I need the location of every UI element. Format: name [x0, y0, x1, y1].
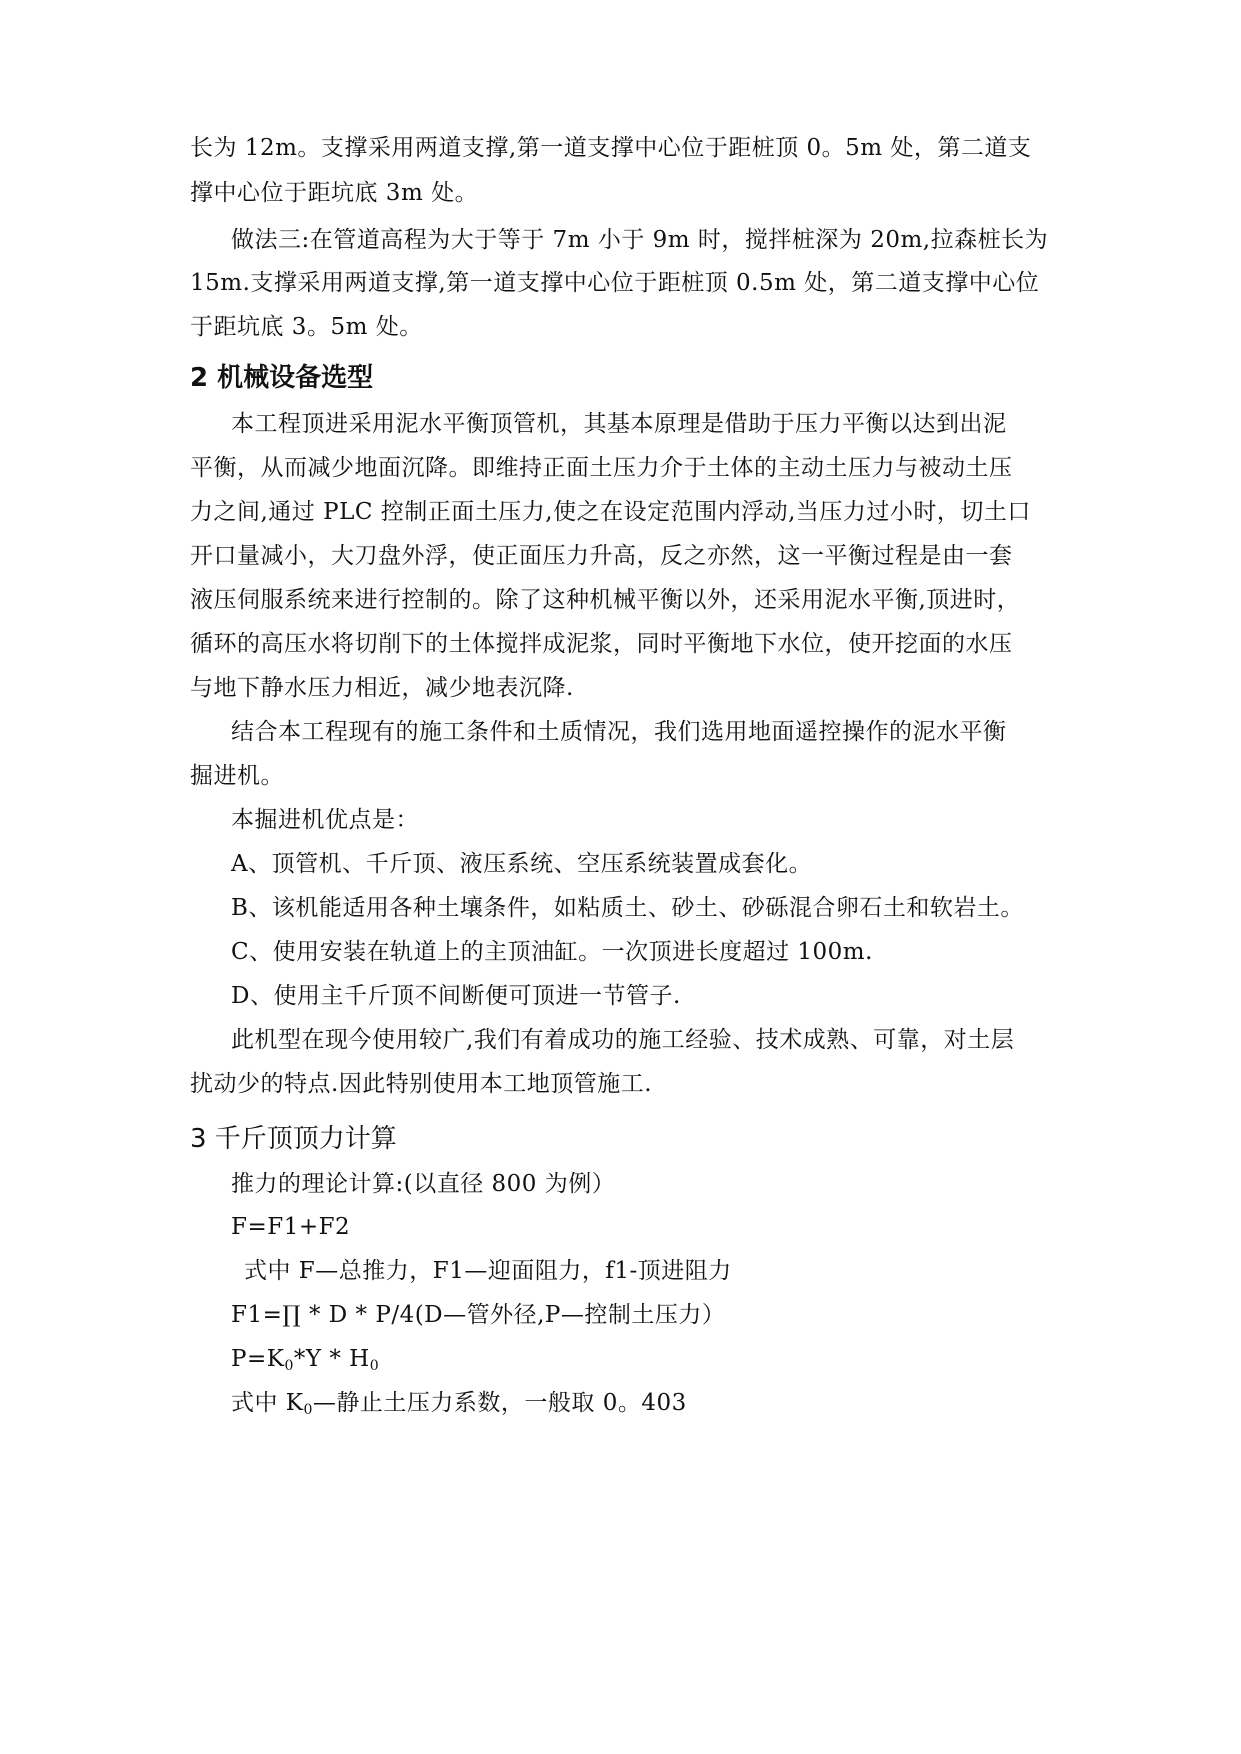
calc-intro: 推力的理论计算:(以直径 800 为例） [231, 1171, 616, 1197]
paragraph-line: 本工程顶进采用泥水平衡顶管机，其基本原理是借助于压力平衡以达到出泥 [231, 411, 1007, 437]
section-heading: 2 机械设备选型 [190, 363, 374, 393]
paragraph-line: 循环的高压水将切削下的土体搅拌成泥浆，同时平衡地下水位，使开挖面的水压 [190, 631, 1013, 657]
formula-part: *Y * H [293, 1346, 370, 1372]
paragraph-line: 开口量减小，大刀盘外浮，使正面压力升高，反之亦然，这一平衡过程是由一套 [190, 543, 1013, 569]
paragraph-line: 力之间,通过 PLC 控制正面土压力,使之在设定范围内浮动,当压力过小时，切土口 [190, 499, 1031, 525]
paragraph-line: 扰动少的特点.因此特别使用本工地顶管施工. [190, 1071, 653, 1097]
paragraph-line: 此机型在现今使用较广,我们有着成功的施工经验、技术成熟、可靠，对土层 [231, 1027, 1015, 1053]
subscript: 0 [284, 1358, 294, 1374]
section-heading: 3 千斤顶顶力计算 [190, 1124, 397, 1154]
paragraph-line: 掘进机。 [190, 763, 284, 789]
formula-part: —静止土压力系数，一般取 0。403 [312, 1390, 687, 1416]
paragraph-line: 本掘进机优点是： [231, 807, 419, 833]
paragraph-line: 做法三:在管道高程为大于等于 7m 小于 9m 时，搅拌桩深为 20m,拉森桩长为 [231, 227, 1049, 253]
formula-note [231, 1388, 1051, 1418]
paragraph-line: 15m.支撑采用两道支撑,第一道支撑中心位于距桩顶 0.5m 处，第二道支撑中心位 [190, 270, 1040, 296]
formula-part: 式中 K [231, 1390, 304, 1416]
list-item: B、该机能适用各种土壤条件，如粘质土、砂土、砂砾混合卵石土和软岩土。 [231, 895, 1024, 921]
formula [231, 1344, 1051, 1374]
paragraph-line: 于距坑底 3。5m 处。 [190, 314, 423, 340]
paragraph-line: 平衡，从而减少地面沉降。即维持正面土压力介于土体的主动土压力与被动土压 [190, 455, 1013, 481]
paragraph-line: 与地下静水压力相近，减少地表沉降. [190, 675, 574, 701]
paragraph-line: 长为 12m。支撑采用两道支撑,第一道支撑中心位于距桩顶 0。5m 处，第二道支 [190, 135, 1032, 161]
formula-note: 式中 F—总推力，F1—迎面阻力，f1-顶进阻力 [244, 1258, 732, 1284]
paragraph-line: 撑中心位于距坑底 3m 处。 [190, 180, 479, 206]
list-item: A、顶管机、千斤顶、液压系统、空压系统装置成套化。 [231, 851, 813, 877]
formula-part: P=K [231, 1346, 285, 1372]
paragraph-line: 结合本工程现有的施工条件和土质情况，我们选用地面遥控操作的泥水平衡 [231, 719, 1007, 745]
formula: F=F1+F2 [231, 1214, 351, 1240]
paragraph-line: 液压伺服系统来进行控制的。除了这种机械平衡以外，还采用泥水平衡,顶进时， [190, 587, 1021, 613]
formula: F1=∏ * D * P/4(D—管外径,P—控制土压力） [231, 1302, 726, 1328]
list-item: C、使用安装在轨道上的主顶油缸。一次顶进长度超过 100m. [231, 939, 873, 965]
subscript: 0 [369, 1358, 380, 1374]
list-item: D、使用主千斤顶不间断便可顶进一节管子. [231, 983, 681, 1009]
subscript: 0 [303, 1402, 313, 1418]
